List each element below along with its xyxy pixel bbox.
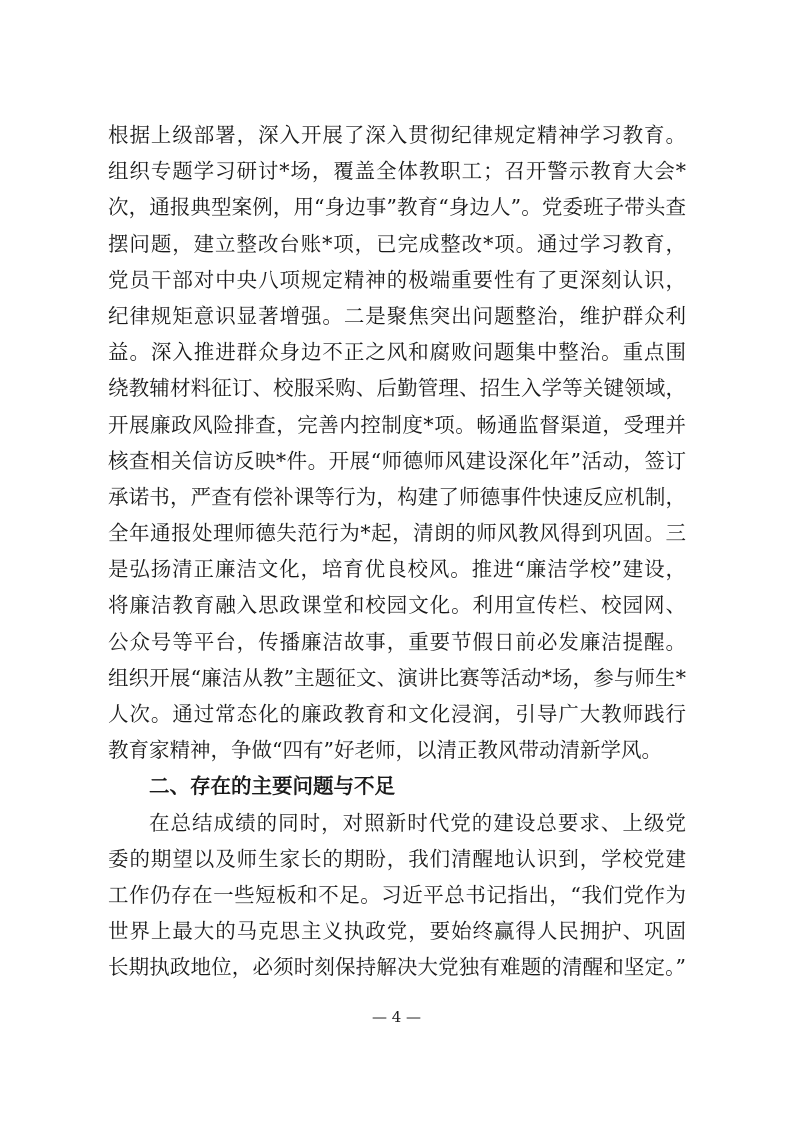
text-line: 教育家精神，争做“四有”好老师，以清正教风带动清新学风。 <box>108 738 662 763</box>
text-line: 是弘扬清正廉洁文化，培育优良校风。推进“廉洁学校”建设， <box>108 557 686 582</box>
paragraph-2 <box>108 805 686 986</box>
text-line: 委的期望以及师生家长的期盼，我们清醒地认识到，学校党建 <box>108 846 686 871</box>
text-line: 在总结成绩的同时，对照新时代党的建设总要求、上级党 <box>149 810 686 835</box>
body-text <box>108 117 686 986</box>
text-line: 工作仍存在一些短板和不足。习近平总书记指出，“我们党作为 <box>108 882 686 907</box>
text-line: 纪律规矩意识显著增强。二是聚焦突出问题整治，维护群众利 <box>108 303 686 328</box>
text-line: 世界上最大的马克思主义执政党，要始终赢得人民拥护、巩固 <box>108 919 686 944</box>
text-line: 根据上级部署，深入开展了深入贯彻纪律规定精神学习教育。 <box>108 123 686 147</box>
paragraph-1 <box>108 117 686 768</box>
text-line: 核查相关信访反映*件。开展“师德师风建设深化年”活动，签订 <box>108 448 686 473</box>
page-number: — 4 — <box>371 1008 422 1026</box>
text-line: 党员干部对中央八项规定精神的极端重要性有了更深刻认识， <box>108 267 686 292</box>
text-line: 组织开展“廉洁从教”主题征文、演讲比赛等活动*场，参与师生* <box>108 665 686 690</box>
text-line: 全年通报处理师德失范行为*起，清朗的师风教风得到巩固。三 <box>108 521 686 546</box>
text-line: 次，通报典型案例，用“身边事”教育“身边人”。党委班子带头查 <box>108 195 686 220</box>
text-line: 摆问题，建立整改台账*项，已完成整改*项。通过学习教育， <box>108 231 686 256</box>
text-line: 开展廉政风险排查，完善内控制度*项。畅通监督渠道，受理并 <box>108 412 686 437</box>
text-line: 承诺书，严查有偿补课等行为，构建了师德事件快速反应机制， <box>108 484 686 509</box>
text-line: 将廉洁教育融入思政课堂和校园文化。利用宣传栏、校园网、 <box>108 593 686 618</box>
text-line: 益。深入推进群众身边不正之风和腐败问题集中整治。重点围 <box>108 340 686 365</box>
text-line: 长期执政地位，必须时刻保持解决大党独有难题的清醒和坚定。” <box>108 955 686 980</box>
text-line: 组织专题学习研讨*场，覆盖全体教职工；召开警示教育大会* <box>108 159 686 184</box>
text-line: 人次。通过常态化的廉政教育和文化浸润，引导广大教师践行 <box>108 702 686 726</box>
text-line: 公众号等平台，传播廉洁故事，重要节假日前必发廉洁提醒。 <box>108 629 686 654</box>
section-heading: 二、存在的主要问题与不足 <box>149 774 395 799</box>
text-line: 绕教辅材料征订、校服采购、后勤管理、招生入学等关键领域， <box>108 376 686 401</box>
